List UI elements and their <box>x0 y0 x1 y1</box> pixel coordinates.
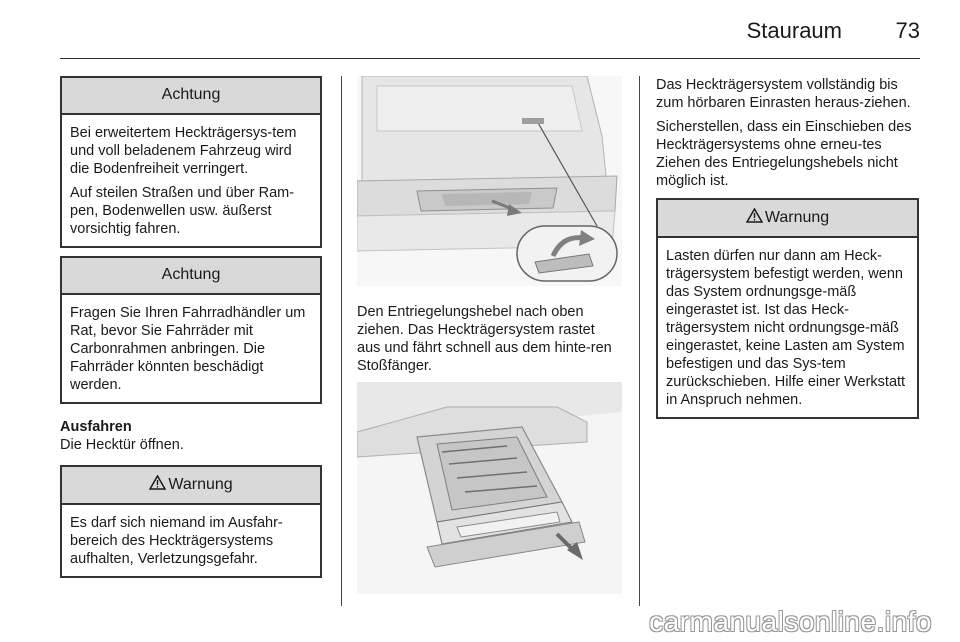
caution-heading: Achtung <box>62 78 320 115</box>
left-column <box>60 76 322 578</box>
warning-heading <box>658 200 917 238</box>
section-heading: Ausfahren <box>60 419 132 435</box>
warning-box <box>60 465 322 578</box>
caution-heading: Achtung <box>62 258 320 295</box>
warning-heading <box>62 467 320 505</box>
header-divider <box>60 58 920 59</box>
warning-triangle-icon <box>149 475 166 490</box>
warning-body: Es darf sich niemand im Ausfahr-bereich des Heckträgersystems aufhalten, Verletzungsgefahr. <box>70 515 283 567</box>
caution-box <box>60 76 322 248</box>
column-divider <box>341 76 342 606</box>
caution-body <box>62 115 320 246</box>
warning-body: Lasten dürfen nur dann am Heck-trägersystem befestigt werden, wenn das System ordnungsge-mäß eingerastet ist. Ist das Heck-trägersystem nicht ordnungsge-mäß eingerastet, keine Lasten am System befestigen und das Sys-tem zurückschieben. Hilfe einer Werkstatt in Anspruch nehmen. <box>666 248 906 408</box>
middle-column <box>357 76 622 594</box>
column-divider <box>639 76 640 606</box>
warning-triangle-icon <box>746 208 763 223</box>
watermark-logo: carmanualsonline.info <box>649 606 932 637</box>
caution-paragraph: Fragen Sie Ihren Fahrradhändler um Rat, bevor Sie Fahrräder mit Carbonrahmen anbringen. Die Fahrräder könnten beschädigt werden. <box>70 305 306 393</box>
right-column <box>656 76 919 419</box>
figure-caption: Den Entriegelungshebel nach oben ziehen. Das Heckträgersystem rastet aus und fährt schnell aus dem hinte-ren Stoßfänger. <box>357 304 612 374</box>
caution-paragraph: Auf steilen Straßen und über Ram-pen, Bodenwellen usw. äußerst vorsichtig fahren. <box>70 185 295 237</box>
page-number: 73 <box>895 18 920 43</box>
caution-box <box>60 256 322 404</box>
caution-paragraph: Bei erweitertem Heckträgersys-tem und voll beladenem Fahrzeug wird die Bodenfreiheit verringert. <box>70 125 297 177</box>
warning-heading-label: Warnung <box>168 476 233 493</box>
warning-box <box>656 198 919 419</box>
section-text: Die Hecktür öffnen. <box>60 437 184 453</box>
instruction-paragraph: Das Heckträgersystem vollständig bis zum hörbaren Einrasten heraus-ziehen. <box>656 77 911 111</box>
instruction-paragraph: Sicherstellen, dass ein Einschieben des Heckträgersystems ohne erneu-tes Ziehen des Entriegelungshebels nicht möglich ist. <box>656 119 912 189</box>
warning-heading-label: Warnung <box>764 209 830 226</box>
section-extend <box>60 418 322 454</box>
caution-body <box>62 295 320 402</box>
page-section-title: Stauraum <box>746 18 842 43</box>
extended-carrier-illustration <box>357 382 622 594</box>
release-lever-illustration <box>357 76 622 286</box>
